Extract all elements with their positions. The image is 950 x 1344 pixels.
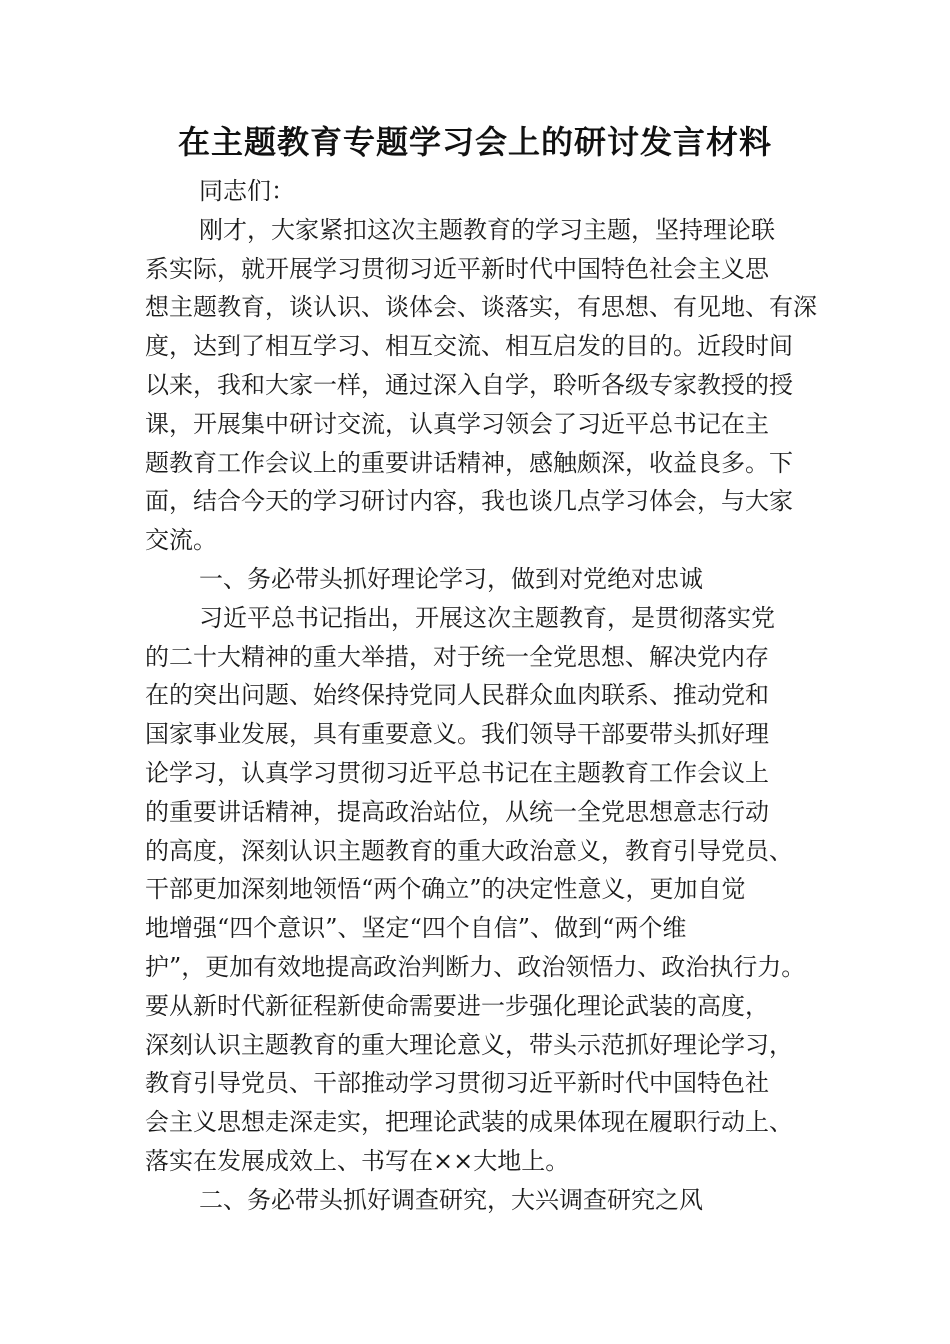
paragraph-line: 以来，我和大家一样，通过深入自学，聆听各级专家教授的授 — [145, 370, 793, 399]
section-heading-2: 二、务必带头抓好调查研究，大兴调查研究之风 — [199, 1185, 703, 1214]
paragraph-line: 的重要讲话精神，提高政治站位，从统一全党思想意志行动 — [145, 797, 769, 826]
paragraph-line: 的高度，深刻认识主题教育的重大政治意义，教育引导党员、 — [145, 836, 793, 865]
document-title: 在主题教育专题学习会上的研讨发言材料 — [177, 123, 772, 161]
paragraph-line: 想主题教育，谈认识、谈体会、谈落实，有思想、有见地、有深 — [145, 293, 817, 322]
paragraph-line: 深刻认识主题教育的重大理论意义，带头示范抓好理论学习， — [145, 1030, 793, 1059]
paragraph-line: 地增强“四个意识”、坚定“四个自信”、做到“两个维 — [145, 914, 687, 943]
paragraph-line: 的二十大精神的重大举措，对于统一全党思想、解决党内存 — [145, 642, 769, 671]
paragraph-line: 会主义思想走深走实，把理论武装的成果体现在履职行动上、 — [145, 1108, 793, 1137]
document-body — [145, 172, 825, 1220]
paragraph-line: 面，结合今天的学习研讨内容，我也谈几点学习体会，与大家 — [145, 487, 793, 516]
salutation-line: 同志们： — [199, 177, 295, 205]
paragraph-line: 度，达到了相互学习、相互交流、相互启发的目的。近段时间 — [145, 332, 793, 361]
paragraph-line: 课，开展集中研讨交流，认真学习领会了习近平总书记在主 — [145, 409, 769, 438]
paragraph-line: 习近平总书记指出，开展这次主题教育，是贯彻落实党 — [199, 603, 775, 632]
paragraph-line: 交流。 — [145, 526, 217, 555]
section-heading-1: 一、务必带头抓好理论学习，做到对党绝对忠诚 — [199, 564, 703, 593]
paragraph-line: 系实际，就开展学习贯彻习近平新时代中国特色社会主义思 — [145, 254, 769, 283]
paragraph-line: 干部更加深刻地领悟“两个确立”的决定性意义，更加自觉 — [145, 875, 746, 904]
paragraph-line: 国家事业发展，具有重要意义。我们领导干部要带头抓好理 — [145, 720, 769, 749]
paragraph-line: 落实在发展成效上、书写在××大地上。 — [145, 1146, 570, 1175]
paragraph-line: 护”，更加有效地提高政治判断力、政治领悟力、政治执行力。 — [145, 952, 806, 981]
paragraph-line: 题教育工作会议上的重要讲话精神，感触颇深，收益良多。下 — [145, 448, 793, 477]
paragraph-line: 在的突出问题、始终保持党同人民群众血肉联系、推动党和 — [145, 681, 769, 710]
paragraph-line: 论学习，认真学习贯彻习近平总书记在主题教育工作会议上 — [145, 758, 769, 787]
paragraph-line: 要从新时代新征程新使命需要进一步强化理论武装的高度， — [145, 991, 769, 1020]
paragraph-line: 教育引导党员、干部推动学习贯彻习近平新时代中国特色社 — [145, 1069, 769, 1098]
paragraph-line: 刚才，大家紧扣这次主题教育的学习主题，坚持理论联 — [199, 215, 775, 244]
